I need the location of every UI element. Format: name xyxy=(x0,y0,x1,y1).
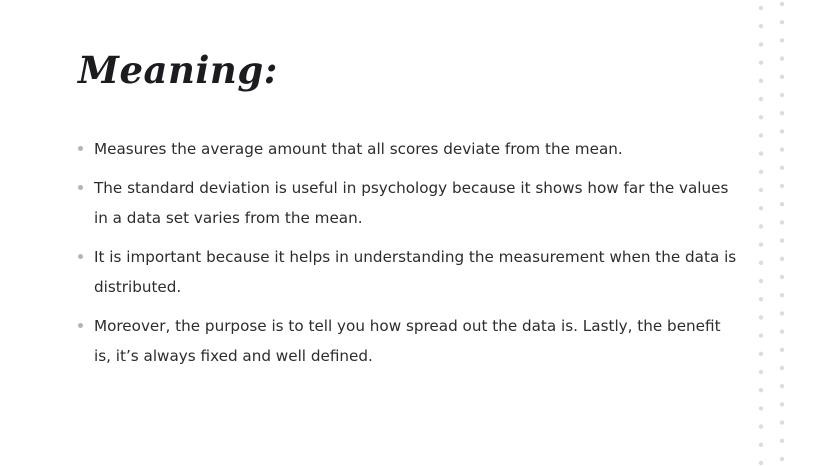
decoration-dot xyxy=(759,206,763,210)
decoration-dot xyxy=(759,443,763,447)
bullet-item xyxy=(78,173,738,233)
decoration-dot xyxy=(780,38,784,42)
decoration-dot xyxy=(759,424,763,428)
decoration-dot xyxy=(780,20,784,24)
bullet-dot-icon xyxy=(78,323,83,328)
decoration-dot xyxy=(780,2,784,6)
bullet-text: It is important because it helps in understanding the measurement when the data is distributed. xyxy=(94,248,737,296)
decoration-dot xyxy=(780,147,784,151)
bullet-item xyxy=(78,311,738,371)
decoration-dot xyxy=(759,461,763,465)
decoration-dot xyxy=(780,56,784,60)
decoration-dot xyxy=(759,406,763,410)
decoration-dot xyxy=(780,111,784,115)
decoration-dot xyxy=(780,184,784,188)
bullet-text: The standard deviation is useful in psychology because it shows how far the values in a data set varies from the mean. xyxy=(94,179,729,227)
decoration-dot xyxy=(780,457,784,461)
decoration-dot xyxy=(759,188,763,192)
decoration-dot xyxy=(759,115,763,119)
decoration-dot xyxy=(759,224,763,228)
decoration-dot xyxy=(780,257,784,261)
decoration-dot xyxy=(780,129,784,133)
decoration-dot xyxy=(780,311,784,315)
decoration-dot xyxy=(759,261,763,265)
bullet-list xyxy=(78,134,738,380)
decoration-dot xyxy=(780,366,784,370)
decoration-dot xyxy=(780,220,784,224)
bullet-text: Measures the average amount that all scores deviate from the mean. xyxy=(94,140,623,158)
decoration-dot xyxy=(759,333,763,337)
bullet-dot-icon xyxy=(78,254,83,259)
bullet-dot-icon xyxy=(78,146,83,151)
decoration-dot xyxy=(780,439,784,443)
decoration-dot xyxy=(780,202,784,206)
decoration-dot xyxy=(759,370,763,374)
dot-pattern-decoration xyxy=(757,0,787,466)
dot-pattern-icon xyxy=(757,0,787,466)
decoration-dot xyxy=(759,133,763,137)
decoration-dot xyxy=(759,151,763,155)
bullet-dot-icon xyxy=(78,185,83,190)
decoration-dot xyxy=(759,42,763,46)
bullet-item xyxy=(78,242,738,302)
decoration-dot xyxy=(780,348,784,352)
decoration-dot xyxy=(759,97,763,101)
decoration-dot xyxy=(759,170,763,174)
slide-title: Meaning: xyxy=(78,48,278,92)
decoration-dot xyxy=(759,6,763,10)
decoration-dot xyxy=(759,315,763,319)
decoration-dot xyxy=(759,388,763,392)
decoration-dot xyxy=(759,24,763,28)
decoration-dot xyxy=(780,166,784,170)
decoration-dot xyxy=(780,93,784,97)
decoration-dot xyxy=(780,275,784,279)
decoration-dot xyxy=(780,329,784,333)
bullet-item xyxy=(78,134,738,164)
decoration-dot xyxy=(780,384,784,388)
decoration-dot xyxy=(780,293,784,297)
decoration-dot xyxy=(759,279,763,283)
decoration-dot xyxy=(759,352,763,356)
decoration-dot xyxy=(780,402,784,406)
decoration-dot xyxy=(780,75,784,79)
decoration-dot xyxy=(759,79,763,83)
decoration-dot xyxy=(759,60,763,64)
bullet-text: Moreover, the purpose is to tell you how spread out the data is. Lastly, the benefit is, it’s always fixed and well defined. xyxy=(94,317,721,365)
decoration-dot xyxy=(759,242,763,246)
decoration-dot xyxy=(759,297,763,301)
decoration-dot xyxy=(780,238,784,242)
decoration-dot xyxy=(780,420,784,424)
